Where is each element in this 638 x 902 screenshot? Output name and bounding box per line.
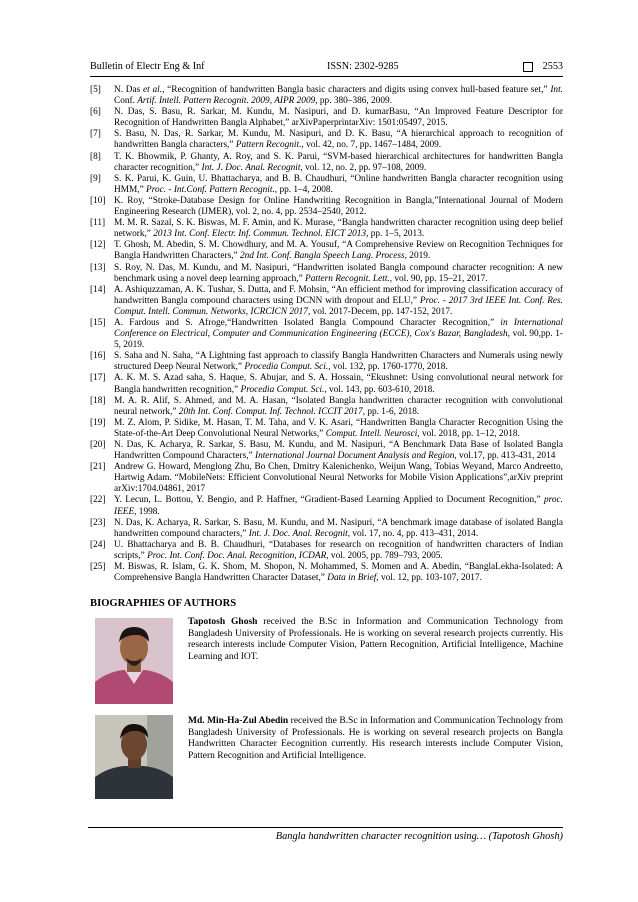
reference-text: S. K. Parui, K. Guin, U. Bhattacharya, and B. B. Chaudhuri, “Online handwritten Bangla character recognition using HMM,” [114,173,563,195]
reference-text: Andrew G. Howard, Menglong Zhu, Bo Chen, Dmitry Kalenichenko, Weijun Wang, Tobias Weyand, Marco Andreetto, Hartwig Adam. “MobileNets: Efficient Convolutional Neural Networks for Mobile Vision Applications”,arXiv preprint arXiv:1704.04861, 2017 [114,462,563,495]
reference-text: , vol. 90,pp. 1-5, 2019. [114,329,563,351]
reference-number: [9] [90,173,101,184]
reference-number: [17] [90,373,106,384]
journal-name: Bulletin of Electr Eng & Inf [90,61,205,72]
reference-number: [6] [90,107,101,118]
page-number: 2553 [542,61,563,72]
reference-item [90,285,563,318]
reference-item [90,351,563,373]
issn: ISSN: 2302-9285 [327,61,399,72]
reference-item [90,440,563,462]
reference-text: M. Z. Alom, P. Sidike, M. Hasan, T. M. Taha, and V. K. Asari, “Handwritten Bangla Character Recognition Using the State-of-the-Art Deep Convolutional Neural Networks,” [114,417,563,439]
reference-text: , vol. 2017-Decem, pp. 147-152, 2017. [307,306,453,317]
reference-number: [21] [90,462,106,473]
reference-text: , pp. 380–386, 2009. [315,96,392,107]
reference-text: , vol. 90, pp. 15–21, 2017. [389,273,488,284]
author-bio-text: received the B.Sc in Information and Communication Technology from Bangladesh University of Professionals. He is working on several research projects currently. His research interests include Computer Vision, Pattern Recognition, Artificial Intelligence, Machine Learning and IOT. [188,617,563,662]
reference-text: , vol. 132, pp. 1760-1770, 2018. [328,362,448,373]
reference-number: [7] [90,129,101,140]
reference-source: Int. [550,85,563,95]
reference-item [90,129,563,151]
reference-text: , vol. 2005, pp. 789–793, 2005. [326,550,443,561]
running-footer: Bangla handwritten character recognition using… (Tapotosh Ghosh) [275,831,563,842]
reference-item [90,318,563,351]
footer-rule [88,827,563,828]
reference-number: [15] [90,317,106,328]
reference-text: U. Bhattacharya and B. B. Chaudhuri, “Databases for research on recognition of handwritten characters of Indian scripts,” [114,539,563,561]
reference-item [90,495,563,517]
reference-number: [10] [90,195,106,206]
reference-number: [16] [90,351,106,362]
reference-text: vol. 12, no. 2, pp. 97–108, 2009. [302,162,427,173]
reference-text: , pp. 1–5, 2013. [366,229,425,240]
reference-number: [5] [90,85,101,95]
author-bio-text: received the B.Sc in Information and Communication Technology from Bangladesh University of Professionals. He is working on several research projects on Bangla Handwritten Character Eecognition currently. His research interests include Computer Vision, Pattern Recognition and Artificial Intelligence. [188,716,563,761]
reference-number: [11] [90,218,106,229]
reference-text: , vol. 143, pp. 603-610, 2018. [324,384,435,395]
reference-text: S. Saha and N. Saha, “A Lightning fast approach to classify Bangla Handwritten Characters and Numerals using newly structured Deep Neural Network,” [114,351,563,373]
author-photo-tapotosh-ghosh [95,618,173,704]
author-name: Tapotosh Ghosh [188,617,258,627]
reference-text: A. Ashiquzzaman, A. K. Tushar, S. Dutta, and F. Mohsin, “An efficient method for improving classification accuracy of handwritten Bangla compound characters using DCNN with dropout and ELU,” [114,284,563,306]
reference-number: [18] [90,395,106,406]
reference-text: S. Roy, N. Das, M. Kundu, and M. Nasipuri, “Handwritten isolated Bangla compound character recognition: A new benchmark using a novel deep learning approach,” [114,262,563,284]
reference-text: , pp. 1-6, 2018. [362,406,420,417]
reference-text: N. Das [114,85,144,95]
reference-source: International Journal Document Analysis and Region, [254,451,457,462]
reference-text: N. Das, K. Acharya, R. Sarkar, S. Basu, M. Kundu, and M. Nasipuri, “A Benchmark Data Base of Isolated Bangla Handwritten Compound Characters,” [114,440,563,462]
reference-source: Int. J. Doc. Anal. Recognit, [248,528,351,539]
reference-text: M. M. R. Sazal, S. K. Biswas, M. F. Amin, and K. Murase, “Bangla handwritten character recognition using deep belief network,” [114,218,563,240]
reference-source: Proc. Int. Conf. Doc. Anal. Recognition, ICDAR [147,550,327,561]
reference-source: Procedia Comput. Sci. [244,362,329,373]
reference-number: [13] [90,262,106,273]
reference-text: vol. 2018, pp. 1–12, 2018. [419,428,520,439]
reference-text: , “Recognition of handwritten Bangla basic characters and digits using convex hull-based feature set,” [162,85,551,95]
reference-number: [14] [90,284,106,295]
reference-text: vol.17, pp. 413-431, 2014 [456,451,556,462]
reference-item [90,462,563,495]
author-bio [188,716,563,762]
reference-list [90,85,563,584]
reference-source: Artif. Intell. Pattern Recognit. 2009, AIPR 2009 [137,96,316,107]
reference-item [90,152,563,174]
author-name: Md. Min-Ha-Zul Abedin [188,716,289,726]
reference-source: proc. IEEE [114,495,563,517]
author-photo-md-min-ha-zul-abedin [95,715,173,799]
reference-text: A. K. M. S. Azad saha, S. Haque, S. Abujar, and S. A. Hossain, “Ekushnet: Using convolutional neural network for Bangla handwritten recognition,” [114,373,563,395]
reference-text: , 1998. [134,506,160,517]
reference-text: T. Ghosh, M. Abedin, S. M. Chowdhury, and M. A. Yousuf, “A Comprehensive Review on Recognition Techniques for Bangla Handwritten Characters,” [114,240,563,262]
reference-item [90,540,563,562]
reference-item [90,518,563,540]
reference-item [90,562,563,584]
reference-item [90,218,563,240]
reference-text: , pp. 1–4, 2008. [274,184,333,195]
reference-source: Proc. - 2017 3rd IEEE Int. Conf. Res. Comput. Intell. Commun. Networks, ICRCICN 2017 [114,295,563,317]
reference-number: [22] [90,495,106,506]
reference-number: [20] [90,440,106,450]
reference-item [90,373,563,395]
reference-item [90,396,563,418]
reference-text: Conf. [114,96,138,107]
reference-source: Int. J. Doc. Anal. Recognit, [201,162,303,173]
reference-source: Comput. Intell. Neurosci, [325,428,420,439]
reference-source: in International Conference on Electrical, Computer and Communication Engineering (ECCE), Cox's Bazar, Bangladesh [114,317,563,340]
reference-text: N. Das, S. Basu, R. Sarkar, M. Kundu, M. Nasipuri, and D. kumarBasu, “An Improved Feature Descriptor for Recognition of Handwritten Bangla Alphabet,” arXivPaperprintarXiv: 1501:05497, 2015. [114,107,563,129]
reference-source: Pattern Recognit. Lett. [305,273,390,284]
reference-source: 2013 Int. Conf. Electr. Inf. Commun. Technol. EICT 2013 [153,229,367,240]
author-bio [188,617,563,663]
reference-source: Procedia Comput. Sci. [240,384,325,395]
reference-text: K. Roy, “Stroke-Database Design for Online Handwriting Recognition in Bangla,”International Journal of Modern Engineering Research (IJMER), vol. 2, no. 4, pp. 2534–2540, 2012. [114,195,563,218]
reference-item [90,418,563,440]
reference-number: [25] [90,562,106,573]
reference-text: A. Fardous and S. Afroge,“Handwritten Isolated Bangla Compound Character Recognition,” [114,317,501,328]
reference-item [90,85,563,107]
reference-number: [24] [90,539,106,550]
page-header [90,60,563,77]
checkbox-square-icon [523,62,533,72]
reference-source: 2nd Int. Conf. Bangla Speech Lang. Process, [239,251,407,262]
biographies-heading: BIOGRAPHIES OF AUTHORS [90,598,237,609]
reference-text: 2019. [406,251,431,262]
reference-source: Pattern Recognit. [235,140,302,151]
reference-source: Proc. - Int.Conf. Pattern Recognit. [146,184,275,195]
reference-text: Y. Lecun, L. Bottou, Y. Bengio, and P. Haffner, “Gradient-Based Learning Applied to Document Recognition,” [114,495,544,506]
reference-item [90,240,563,262]
reference-source: Data in Brief, [327,573,379,584]
reference-number: [12] [90,240,106,251]
reference-source: 20th Int. Conf. Comput. Inf. Technol. ICCIT 2017 [178,406,363,417]
reference-item [90,196,563,218]
reference-number: [8] [90,151,101,162]
reference-text: M. A. R. Alif, S. Ahmed, and M. A. Hasan, “Isolated Bangla handwritten character recognition with convolutional neural network,” [114,395,563,417]
reference-text: S. Basu, N. Das, R. Sarkar, M. Kundu, M. Nasipuri, and D. K. Basu, “A hierarchical approach to recognition of handwritten Bangla characters,” [114,129,563,151]
reference-source: et al. [143,85,163,95]
reference-item [90,174,563,196]
reference-text: M. Biswas, R. Islam, G. K. Shom, M. Shopon, N. Mohammed, S. Momen and A. Abedin, “BanglaLekha-Isolated: A Comprehensive Bangla Handwritten Character Dataset,” [114,562,563,584]
reference-text: vol. 12, pp. 103-107, 2017. [378,573,482,584]
reference-text: N. Das, K. Acharya, R. Sarkar, S. Basu, M. Kundu, and M. Nasipuri, “A benchmark image database of isolated Bangla handwritten compound characters,” [114,517,563,539]
reference-item [90,107,563,129]
reference-text: , vol. 42, no. 7, pp. 1467–1484, 2009. [301,140,442,151]
reference-text: vol. 17, no. 4, pp. 413–431, 2014. [350,528,479,539]
reference-text: T. K. Bhowmik, P. Ghanty, A. Roy, and S. K. Parui, “SVM-based hierarchical architectures for handwritten Bangla character recognition,” [114,151,563,173]
reference-number: [19] [90,417,106,428]
reference-number: [23] [90,517,106,528]
reference-item [90,263,563,285]
